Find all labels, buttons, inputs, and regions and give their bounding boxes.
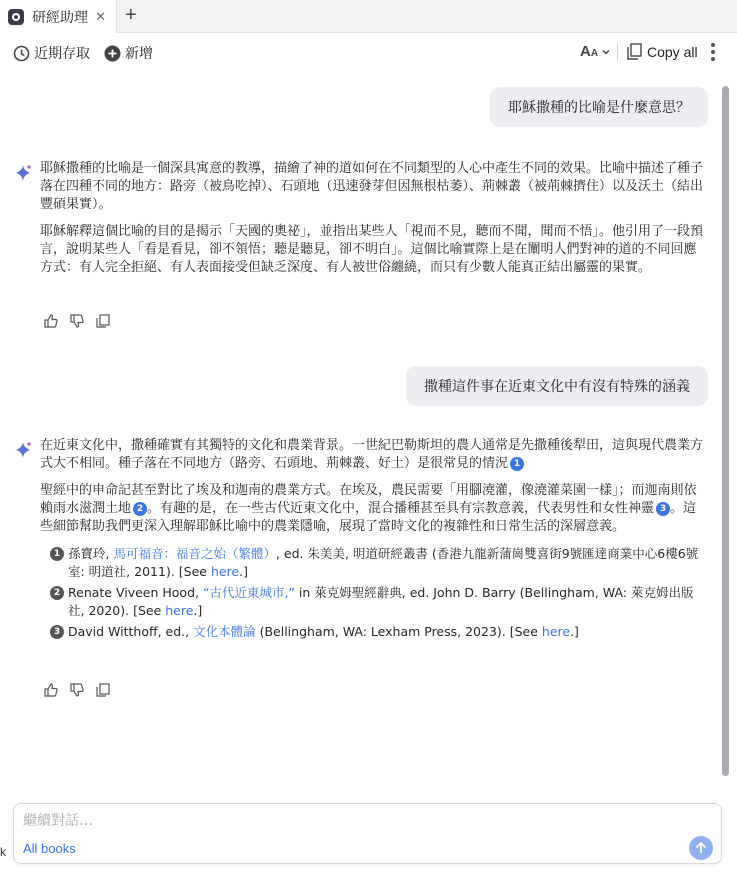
reference-detail: , ed. 朱美美, 明道研經叢書 (香港九龍新蒲崗雙喜街9號匯達商業中心6樓6號室: 明道社, 2011). [See [68,546,699,579]
answer-text: 。這些細節幫助我們更深入理解耶穌比喻中的農業隱喻，展現了當時文化的複雜性和日常生活的深層意義。 [40,501,697,534]
reference-detail: in 萊克姆聖經辭典, ed. John D. Barry (Bellingham, WA: 萊克姆出版社, 2020). [See [68,585,694,618]
history-label: 近期存取 [34,46,90,62]
reference-author: Renate Viveen Hood, [68,585,203,600]
sparkle-icon [14,441,32,459]
chat-input[interactable] [23,811,623,831]
user-message [406,366,708,406]
chevron-down-icon [601,47,611,57]
tab-title: 研經助理 [32,9,88,26]
tab-research-assistant[interactable] [0,0,117,33]
citation-marker[interactable]: 1 [510,457,524,471]
toolbar [0,33,737,71]
answer-text: 聖經中的申命記甚至對比了埃及和迦南的農業方式。在埃及，農民需要「用腳澆灌，像澆灌菜園一樣」；而迦南則依賴雨水滋潤土地 [40,483,697,516]
reference-detail: (Bellingham, WA: Lexham Press, 2023). [See [255,624,542,639]
copy-icon[interactable] [96,314,110,328]
user-message-text: 耶穌撒種的比喻是什麼意思？ [508,100,690,116]
edge-character: k [0,845,6,859]
reference-item [50,584,706,620]
reference-author: 孫寶玲, [68,546,114,561]
font-size-large: A [580,43,591,60]
reference-number: 3 [50,625,64,639]
reference-number: 1 [50,547,64,561]
reference-here-link[interactable]: here [165,603,194,618]
message-actions [44,683,110,697]
assistant-answer [40,160,706,286]
reference-author: David Witthoff, ed., [68,624,194,639]
reference-title-link[interactable]: “古代近東城市,” [202,585,295,600]
arrow-up-icon [695,842,707,854]
copy-icon [627,43,642,60]
chat-scrollbar[interactable] [722,86,729,776]
assistant-answer [40,437,706,644]
user-message-text: 撒種這件事在近東文化中有沒有特殊的涵義 [424,379,690,395]
answer-paragraph: 耶穌解釋這個比喻的目的是揭示「天國的奧祕」，並指出某些人「視而不見，聽而不聞，聞而不悟」。他引用了一段預言，說明某些人「看是看見，卻不領悟；聽是聽見，卻不明白」。這個比喻實際上是在闡明人們對神的道的不同回應方式：有人完全拒絕、有人表面接受但缺乏深度、有人被世俗纏繞，而只有少數人能真正結出屬靈的果實。 [40,224,704,275]
app-logo-icon [8,9,24,25]
message-actions [44,314,110,328]
close-icon[interactable]: ✕ [95,9,106,24]
chat-input-box [13,803,722,864]
new-tab-button[interactable]: + [125,4,137,26]
answer-paragraph [40,437,706,473]
reference-number: 2 [50,586,64,600]
answer-paragraph: 耶穌撒種的比喻是一個深具寓意的教導，描繪了神的道如何在不同類型的人心中產生不同的效果。比喻中描述了種子落在四種不同的地方：路旁（被鳥吃掉）、石頭地（迅速發芽但因無根枯萎）、荊棘叢（被荊棘擠住）以及沃土（結出豐碩果實）。 [40,161,704,212]
reference-title-link[interactable]: 馬可福音：福音之始（繁體） [113,546,276,561]
toolbar-divider [617,43,618,61]
new-label: 新增 [125,46,153,62]
copy-all-button[interactable] [627,43,698,60]
send-button[interactable] [689,836,713,860]
reference-end: .] [239,564,248,579]
answer-text: 在近東文化中，撒種確實有其獨特的文化和農業背景。一世紀巴勒斯坦的農人通常是先撒種後犁田，這與現代農業方式大不相同。種子落在不同地方（路旁、石頭地、荊棘叢、好土）是很常見的情況 [40,438,704,471]
user-message [490,87,708,127]
reference-end: .] [570,624,579,639]
font-size-button[interactable] [580,43,611,60]
plus-circle-icon [104,45,121,62]
copy-all-label: Copy all [647,43,698,60]
sparkle-icon [14,164,32,182]
answer-text: 。有趣的是，在一些古代近東文化中，混合播種甚至具有宗教意義，代表男性和女性神靈 [147,501,655,516]
thumbs-down-icon[interactable] [70,314,84,328]
references-list [40,545,706,641]
citation-marker[interactable]: 2 [133,502,147,516]
reference-here-link[interactable]: here [541,624,571,639]
reference-title-link[interactable]: 文化本體論 [193,624,256,639]
font-size-small: A [590,48,599,59]
citation-marker[interactable]: 3 [656,502,670,516]
new-chat-button[interactable] [104,43,153,63]
reference-here-link[interactable]: here [210,564,240,579]
history-button[interactable] [13,43,90,63]
reference-item [50,623,706,641]
thumbs-down-icon[interactable] [70,683,84,697]
copy-icon[interactable] [96,683,110,697]
reference-end: .] [193,603,203,618]
thumbs-up-icon[interactable] [44,314,58,328]
tab-bar [0,0,737,33]
thumbs-up-icon[interactable] [44,683,58,697]
answer-paragraph [40,482,706,536]
chat-area[interactable] [0,71,737,801]
history-icon [13,45,30,62]
reference-item [50,545,706,581]
scope-selector[interactable]: All books [23,841,76,856]
more-options-icon[interactable] [710,43,716,61]
